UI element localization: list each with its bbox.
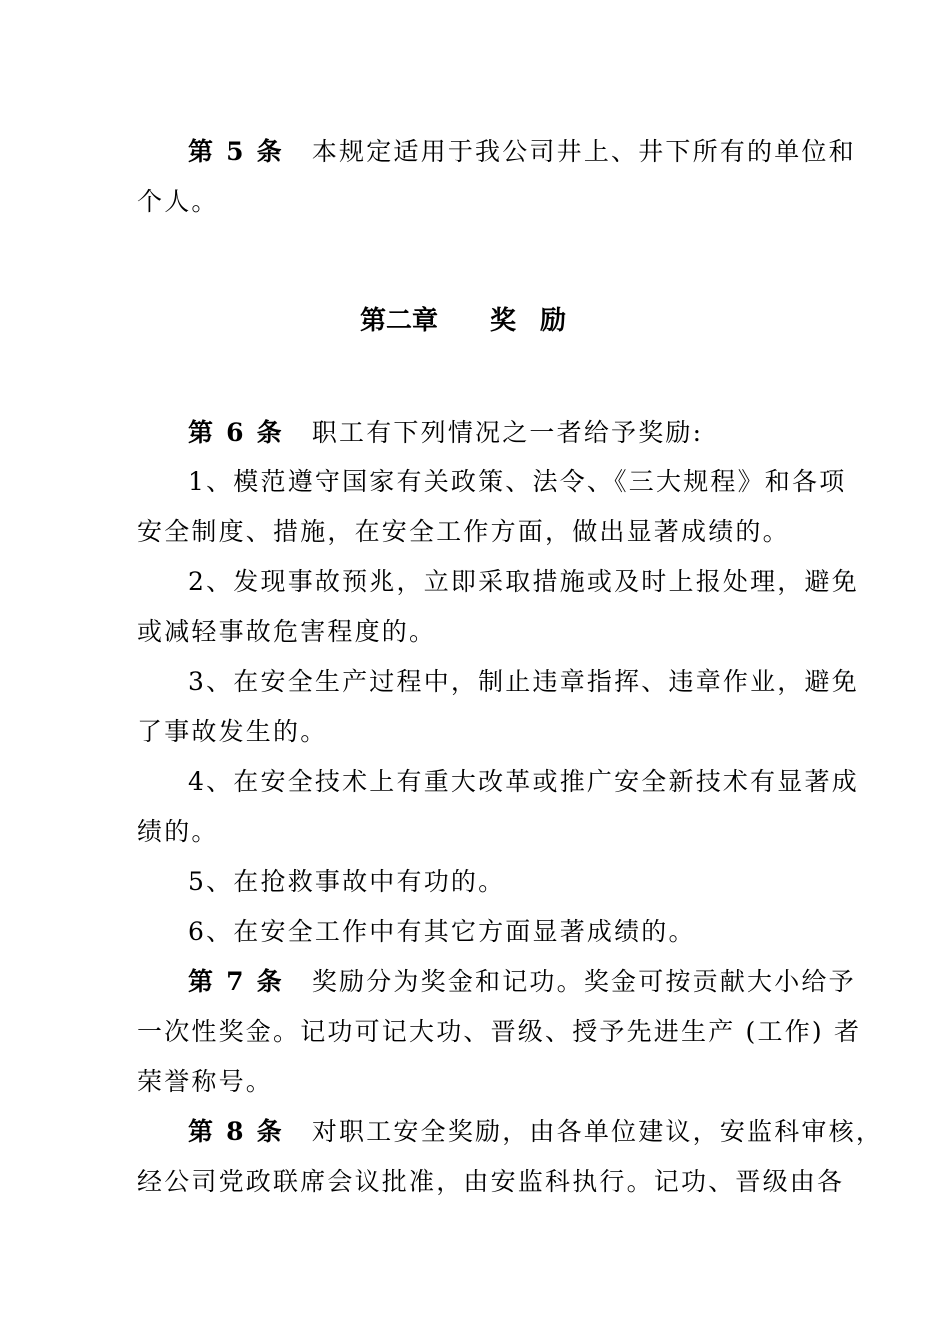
article-6-item-4-line-2: 绩的。 [137, 817, 219, 846]
article-8-label: 第 8 条 [188, 1117, 284, 1146]
article-6-item-6: 6、在安全工作中有其它方面显著成绩的。 [188, 917, 696, 946]
article-6-item-1-line-1: 1、模范遵守国家有关政策、法令、《三大规程》和各项 [188, 467, 847, 496]
article-5-line-2: 个人。 [137, 187, 219, 216]
article-5-label: 第 5 条 [188, 137, 284, 166]
article-6-item-1-line-2: 安全制度、措施，在安全工作方面，做出显著成绩的。 [137, 517, 790, 546]
article-6-item-3-line-1: 3、在安全生产过程中，制止违章指挥、违章作业，避免 [188, 667, 859, 696]
article-7-label: 第 7 条 [188, 967, 284, 996]
article-6-item-2-line-2: 或减轻事故危害程度的。 [137, 617, 437, 646]
chapter-title: 奖励 [490, 306, 591, 336]
article-5-text: 本规定适用于我公司井上、井下所有的单位和 [311, 137, 856, 166]
article-7-line-2: 一次性奖金。记功可记大功、晋级、授予先进生产 (工作) 者 [137, 1017, 862, 1046]
article-7-line-3: 荣誉称号。 [137, 1067, 274, 1096]
article-7-line-1 [188, 967, 878, 997]
article-6-item-2-line-1: 2、发现事故预兆，立即采取措施或及时上报处理，避免 [188, 567, 859, 596]
chapter-heading [0, 304, 950, 338]
chapter-number: 第二章 [359, 306, 438, 336]
article-6-item-5: 5、在抢救事故中有功的。 [188, 867, 506, 896]
article-8-line-1 [188, 1117, 884, 1147]
article-6-item-3-line-2: 了事故发生的。 [137, 717, 328, 746]
article-5-line-1 [188, 137, 878, 167]
article-6-line-1 [188, 418, 878, 448]
article-8-line-2: 经公司党政联席会议批准，由安监科执行。记功、晋级由各 [137, 1167, 845, 1196]
article-6-item-4-line-1: 4、在安全技术上有重大改革或推广安全新技术有显著成 [188, 767, 859, 796]
article-7-text: 奖励分为奖金和记功。奖金可按贡献大小给予 [311, 967, 856, 996]
article-8-text: 对职工安全奖励，由各单位建议，安监科审核， [311, 1117, 884, 1146]
article-6-intro: 职工有下列情况之一者给予奖励: [311, 418, 704, 447]
article-6-label: 第 6 条 [188, 418, 284, 447]
